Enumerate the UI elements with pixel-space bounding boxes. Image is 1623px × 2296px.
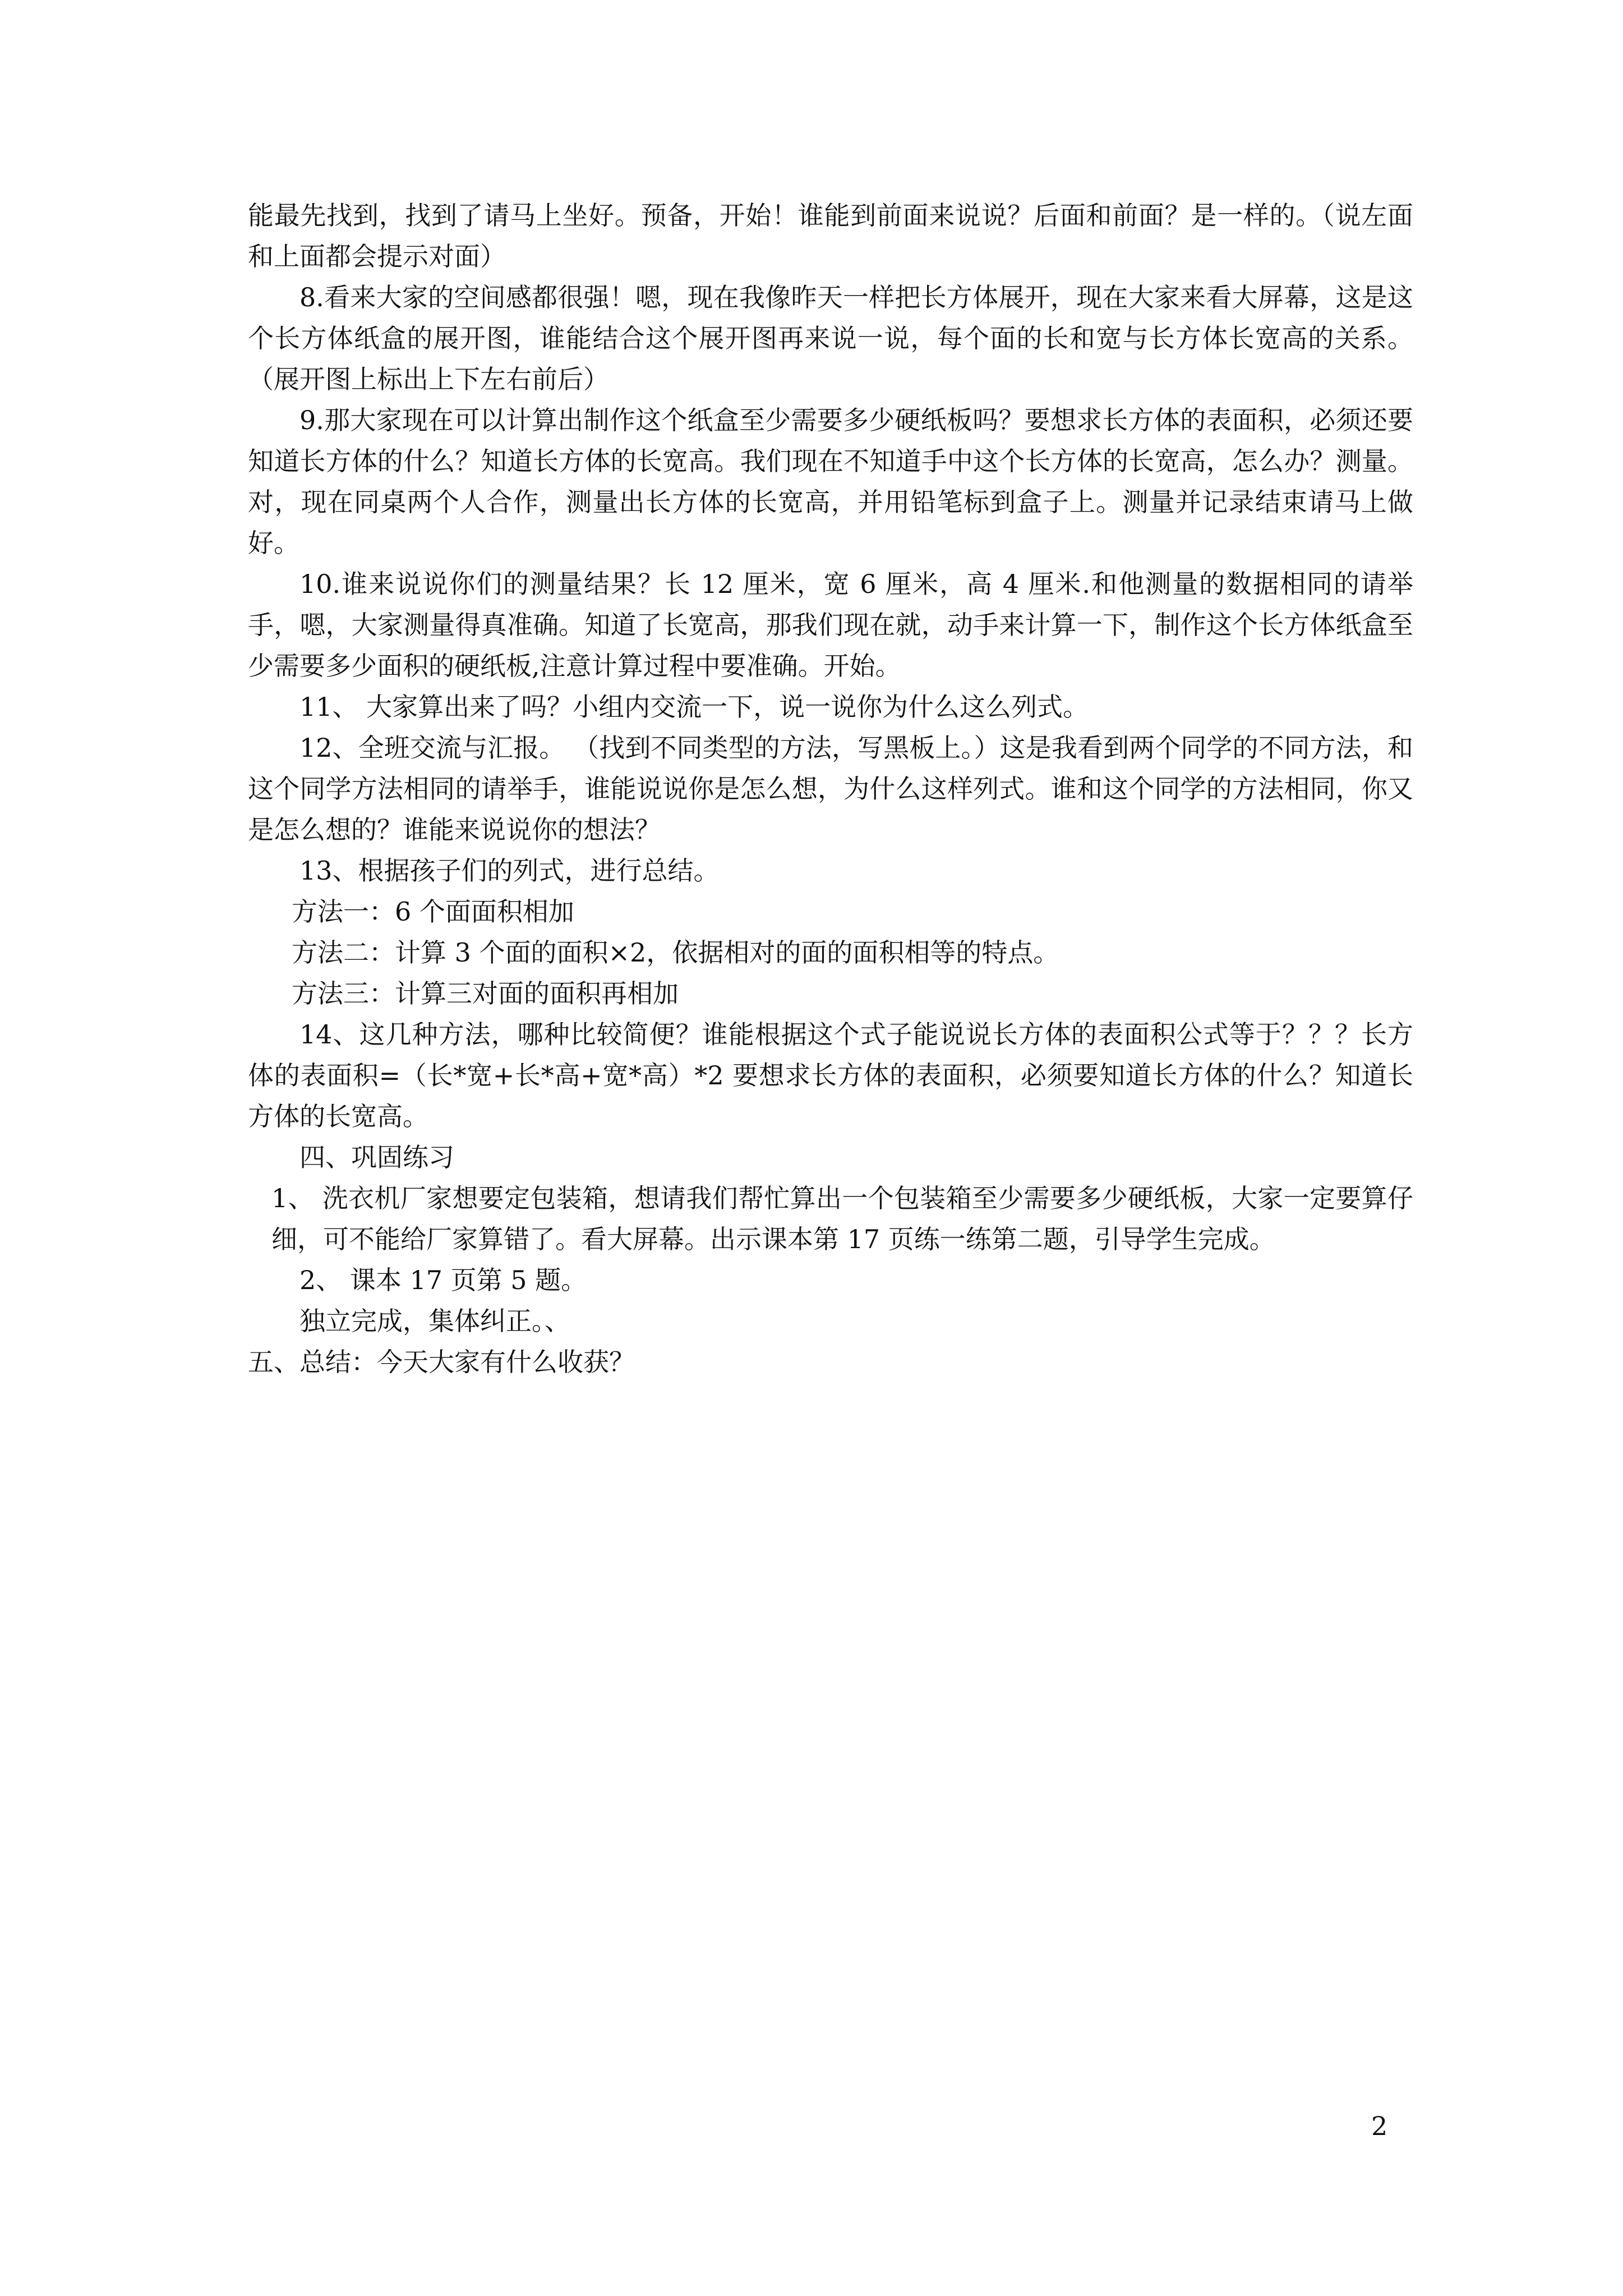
paragraph-step-11: 11、 大家算出来了吗？小组内交流一下，说一说你为什么这么列式。	[299, 692, 1089, 722]
paragraph-step-14: 14、这几种方法，哪种比较简便？谁能根据这个式子能说说长方体的表面积公式等于？？？长方体的表面积=（长*宽+长*高+宽*高）*2 要想求长方体的表面积，必须要知道长方体的什么？知道长方体的长宽高。	[248, 1019, 1413, 1131]
paragraph-step-9: 9.那大家现在可以计算出制作这个纸盒至少需要多少硬纸板吗？要想求长方体的表面积，必须还要知道长方体的什么？知道长方体的长宽高。我们现在不知道手中这个长方体的长宽高，怎么办？测量。对，现在同桌两个人合作，测量出长方体的长宽高，并用铅笔标到盒子上。测量并记录结束请马上做好。	[248, 405, 1413, 558]
method-one: 方法一：6 个面面积相加	[292, 896, 574, 927]
document-body	[248, 195, 1413, 1383]
method-three: 方法三：计算三对面的面积再相加	[292, 978, 679, 1009]
paragraph-continuation: 能最先找到，找到了请马上坐好。预备，开始！谁能到前面来说说？后面和前面？是一样的。（说左面 和上面都会提示对面）	[248, 200, 1413, 272]
page-number: 2	[1371, 2111, 1388, 2141]
paragraph-step-8: 8.看来大家的空间感都很强！嗯，现在我像昨天一样把长方体展开，现在大家来看大屏幕，这是这个长方体纸盒的展开图，谁能结合这个展开图再来说一说，每个面的长和宽与长方体长宽高的关系。（展开图上标出上下左右前后）	[248, 282, 1413, 394]
paragraph-step-13: 13、根据孩子们的列式，进行总结。	[299, 855, 720, 886]
exercise-instruction: 独立完成，集体纠正。、	[299, 1306, 570, 1336]
section-heading-consolidation: 四、巩固练习	[299, 1142, 454, 1172]
exercise-item-1: 1、 洗衣机厂家想要定包装箱，想请我们帮忙算出一个包装箱至少需要多少硬纸板，大家一定要算仔细，可不能给厂家算错了。看大屏幕。出示课本第 17 页练一练第二题，引导学生完成。	[271, 1183, 1413, 1254]
section-heading-summary: 五、总结：今天大家有什么收获？	[248, 1347, 635, 1377]
method-two: 方法二：计算 3 个面的面积×2，依据相对的面的面积相等的特点。	[292, 937, 1059, 968]
paragraph-step-10: 10.谁来说说你们的测量结果？长 12 厘米，宽 6 厘米，高 4 厘米.和他测量的数据相同的请举手，嗯，大家测量得真准确。知道了长宽高，那我们现在就，动手来计算一下，制作这个长方体纸盒至少需要多少面积的硬纸板,注意计算过程中要准确。开始。	[248, 569, 1413, 681]
paragraph-step-12: 12、全班交流与汇报。 （找到不同类型的方法，写黑板上。）这是我看到两个同学的不同方法，和这个同学方法相同的请举手，谁能说说你是怎么想，为什么这样列式。谁和这个同学的方法相同，你又是怎么想的？谁能来说说你的想法？	[248, 733, 1413, 845]
exercise-item-2: 2、 课本 17 页第 5 题。	[299, 1265, 587, 1295]
